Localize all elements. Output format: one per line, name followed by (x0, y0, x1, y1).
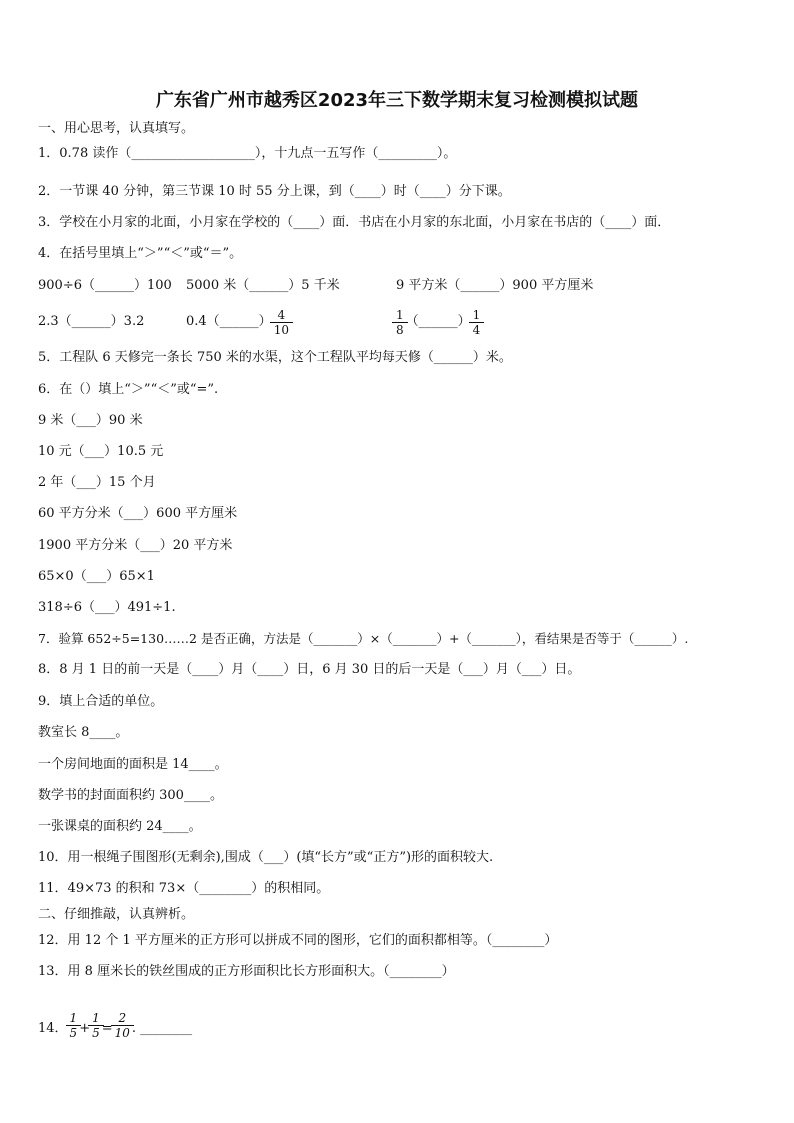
q14-answer-blank: . ________ (131, 1021, 193, 1036)
fraction-denominator: 10 (114, 1026, 130, 1040)
fraction-1-8 (394, 308, 406, 337)
q4-item-2b (186, 302, 291, 342)
fraction-2-10 (113, 1011, 132, 1040)
question-12: 12．用 12 个 1 平方厘米的正方形可以拼成不同的图形，它们的面积都相等。（________） (38, 933, 558, 948)
q4-item-2a: 2.3（______）3.2 (38, 314, 145, 329)
q6-item: 318÷6（___）491÷1. (38, 600, 176, 615)
question-3: 3．学校在小月家的北面，小月家在学校的（____）面．书店在小月家的东北面，小月家在书店的（____）面． (38, 215, 671, 230)
question-14 (38, 996, 192, 1040)
fraction-4-10 (272, 308, 291, 337)
question-9: 9．填上合适的单位。 (38, 694, 164, 709)
question-6: 6．在（）填上“＞”“＜”或“=”. (38, 382, 219, 397)
q4-item-1b: 5000 米（______）5 千米 (186, 278, 340, 293)
fraction-denominator: 5 (69, 1026, 78, 1040)
q6-item: 65×0（___）65×1 (38, 569, 155, 584)
fraction-1-4 (471, 308, 483, 337)
q6-item: 10 元（___）10.5 元 (38, 444, 164, 459)
fraction-numerator: 2 (118, 1011, 127, 1025)
fraction-numerator: 1 (472, 307, 481, 322)
fraction-1-5 (90, 1011, 102, 1040)
q9-item: 数学书的封面面积约 300____。 (38, 788, 223, 803)
q6-item: 9 米（___）90 米 (38, 413, 143, 428)
question-1: 1．0.78 读作（___________________），十九点一五写作（_________）。 (38, 146, 457, 161)
fraction-denominator: 4 (472, 322, 481, 337)
q6-item: 1900 平方分米（___）20 平方米 (38, 538, 233, 553)
section-heading-2: 二、仔细推敲，认真辨析。 (38, 907, 195, 922)
q4-item-2b-text: 0.4（______） (186, 314, 272, 329)
equals-sign: = (101, 1021, 113, 1036)
question-8: 8．8 月 1 日的前一天是（____）月（____）日，6 月 30 日的后一天是（___）月（___）日。 (38, 662, 581, 677)
q9-item: 一个房间地面的面积是 14____。 (38, 757, 228, 772)
q6-item: 60 平方分米（___）600 平方厘米 (38, 506, 238, 521)
fraction-1-5 (68, 1011, 80, 1040)
fraction-numerator: 1 (69, 1011, 78, 1025)
question-7: 7．验算 652÷5=130……2 是否正确，方法是（_______）×（_______）+（_______），看结果是否等于（______）. (38, 631, 689, 646)
question-5: 5．工程队 6 天修完一条长 750 米的水渠，这个工程队平均每天修（______）米。 (38, 350, 512, 365)
q14-label: 14． (38, 1021, 68, 1036)
section-heading-1: 一、用心思考，认真填写。 (38, 121, 195, 136)
q4-item-1a: 900÷6（______）100 (38, 278, 172, 293)
question-10: 10．用一根绳子围图形(无剩余),围成（___）(填“长方”或“正方”)形的面积较大. (38, 850, 494, 865)
question-4: 4．在括号里填上“＞”“＜”或“＝”。 (38, 246, 243, 261)
fraction-numerator: 1 (396, 307, 404, 322)
question-2: 2．一节课 40 分钟，第三节课 10 时 55 分上课，到（____）时（____）分下课。 (38, 184, 511, 199)
q4-item-2c (394, 302, 482, 342)
question-13: 13．用 8 厘米长的铁丝围成的正方形面积比长方形面积大。（________） (38, 964, 455, 979)
q4-item-1c: 9 平方米（______）900 平方厘米 (396, 278, 594, 293)
plus-sign: + (79, 1021, 91, 1036)
fraction-denominator: 10 (273, 322, 289, 337)
fraction-denominator: 5 (92, 1026, 100, 1040)
fraction-numerator: 1 (92, 1011, 100, 1025)
q6-item: 2 年（___）15 个月 (38, 475, 156, 490)
page-title: 广东省广州市越秀区2023年三下数学期末复习检测模拟试题 (155, 90, 639, 111)
q4-item-2c-blank: （______） (405, 314, 471, 329)
question-11: 11．49×73 的积和 73×（________）的积相同。 (38, 881, 330, 896)
q9-item: 教室长 8____。 (38, 725, 129, 740)
fraction-denominator: 8 (396, 322, 404, 337)
fraction-numerator: 4 (277, 307, 286, 322)
q9-item: 一张课桌的面积约 24____。 (38, 819, 202, 834)
